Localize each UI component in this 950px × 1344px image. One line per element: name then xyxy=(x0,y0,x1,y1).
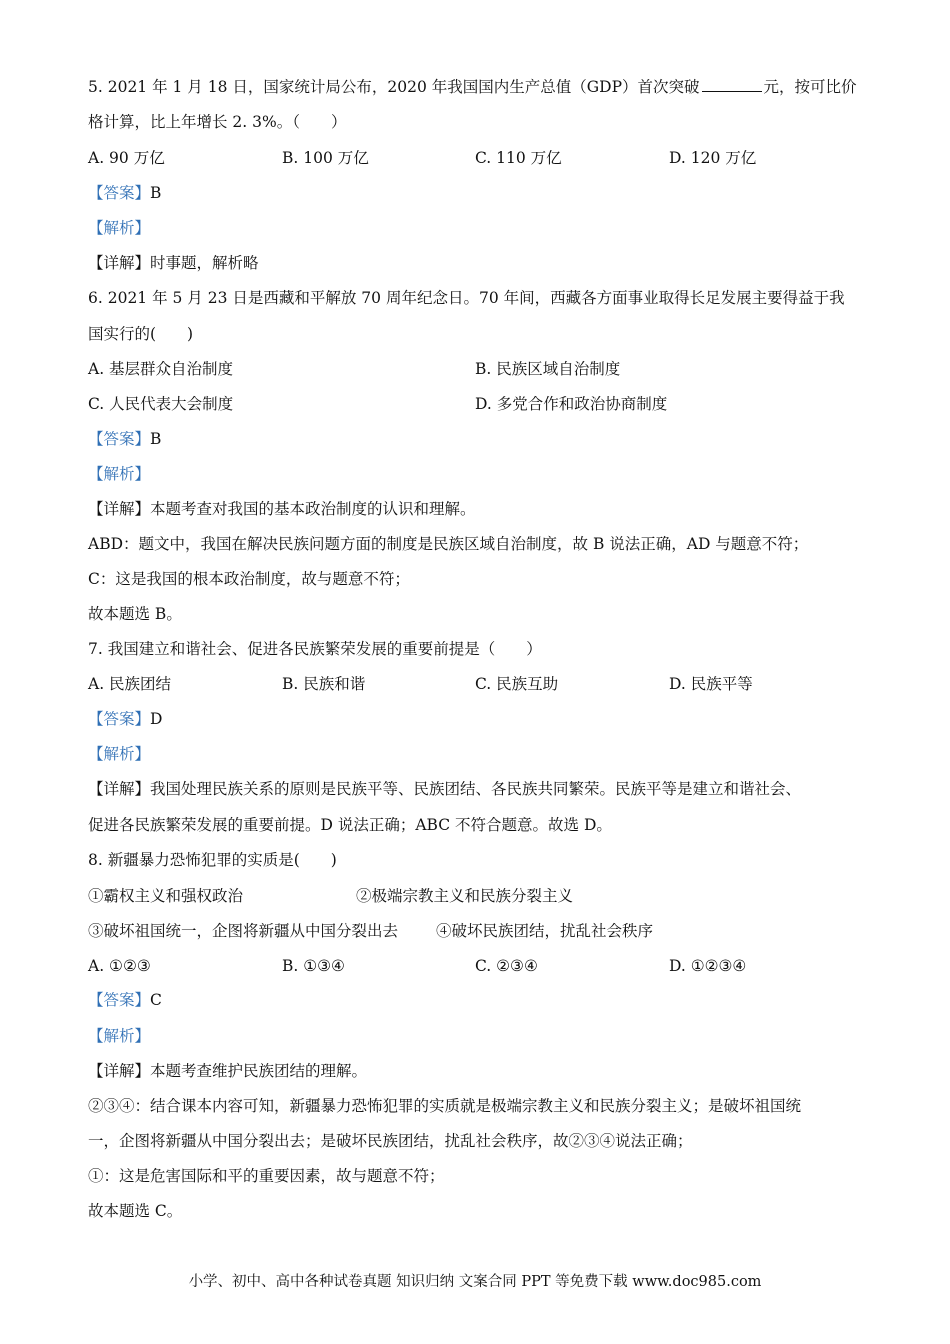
q8-explain2: 一，企图将新疆从中国分裂出去；是破坏民族团结，扰乱社会秩序，故②③④说法正确； xyxy=(88,1132,693,1150)
q5-answer xyxy=(88,183,161,203)
q6-answer xyxy=(88,429,161,449)
q5-analysis xyxy=(88,218,150,238)
q7-answer xyxy=(88,709,162,729)
answer-value: B xyxy=(150,184,162,202)
q8-explain3: ①：这是危害国际和平的重要因素，故与题意不符； xyxy=(88,1167,445,1185)
answer-label: 【答案】 xyxy=(88,710,151,728)
q6-stem-line1: 6. 2021 年 5 月 23 日是西藏和平解放 70 周年纪念日。70 年间，西藏各方面事业取得长足发展主要得益于我 xyxy=(88,289,845,307)
q5-stem-after-blank: 元，按可比价 xyxy=(763,78,857,96)
detail-text: 本题考查维护民族团结的理解。 xyxy=(150,1062,368,1080)
q5-detail xyxy=(88,253,259,273)
q7-analysis xyxy=(88,744,150,764)
detail-label: 【详解】 xyxy=(88,500,151,518)
q7-detail2: 促进各民族繁荣发展的重要前提。D 说法正确；ABC 不符合题意。故选 D。 xyxy=(88,816,612,834)
q8-option-b: B. ①③④ xyxy=(282,957,345,975)
q6-explain2: C：这是我国的根本政治制度，故与题意不符； xyxy=(88,570,410,588)
q7-option-d: D. 民族平等 xyxy=(669,675,753,693)
analysis-label: 【解析】 xyxy=(88,745,151,763)
q8-answer xyxy=(88,990,162,1010)
answer-label: 【答案】 xyxy=(88,991,151,1009)
q8-option-c: C. ②③④ xyxy=(475,957,538,975)
q8-item-4: ④破坏民族团结，扰乱社会秩序 xyxy=(436,922,654,940)
q7-stem: 7. 我国建立和谐社会、促进各民族繁荣发展的重要前提是（ ） xyxy=(88,640,542,658)
q8-analysis xyxy=(88,1026,150,1046)
detail-label: 【详解】 xyxy=(88,1062,151,1080)
q8-option-d: D. ①②③④ xyxy=(669,957,747,975)
q8-item-2: ②极端宗教主义和民族分裂主义 xyxy=(356,887,574,905)
analysis-label: 【解析】 xyxy=(88,219,151,237)
detail-label: 【详解】 xyxy=(88,254,151,272)
q6-detail xyxy=(88,499,476,519)
q8-stem: 8. 新疆暴力恐怖犯罪的实质是( ) xyxy=(88,851,337,869)
q5-stem-line1 xyxy=(88,77,857,97)
q8-explain1: ②③④：结合课本内容可知，新疆暴力恐怖犯罪的实质就是极端宗教主义和民族分裂主义；是破坏祖国统 xyxy=(88,1097,802,1115)
q7-detail xyxy=(88,779,801,799)
answer-value: D xyxy=(150,710,163,728)
q8-detail xyxy=(88,1061,367,1081)
q5-stem-before-blank: 5. 2021 年 1 月 18 日，国家统计局公布，2020 年我国国内生产总值（GDP）首次突破 xyxy=(88,78,700,96)
q5-option-d: D. 120 万亿 xyxy=(669,149,757,167)
q8-explain4: 故本题选 C。 xyxy=(88,1202,183,1220)
q7-option-b: B. 民族和谐 xyxy=(282,675,366,693)
detail-text: 我国处理民族关系的原则是民族平等、民族团结、各民族共同繁荣。民族平等是建立和谐社会、 xyxy=(150,780,802,798)
q5-option-b: B. 100 万亿 xyxy=(282,149,369,167)
analysis-label: 【解析】 xyxy=(88,465,151,483)
detail-text: 本题考查对我国的基本政治制度的认识和理解。 xyxy=(150,500,476,518)
q5-option-a: A. 90 万亿 xyxy=(88,149,165,167)
answer-label: 【答案】 xyxy=(88,184,151,202)
q6-option-a: A. 基层群众自治制度 xyxy=(88,360,234,378)
q8-option-a: A. ①②③ xyxy=(88,957,151,975)
q6-option-d: D. 多党合作和政治协商制度 xyxy=(475,395,668,413)
answer-value: B xyxy=(150,430,162,448)
q5-answer-blank xyxy=(702,77,762,92)
detail-text: 时事题，解析略 xyxy=(150,254,259,272)
analysis-label: 【解析】 xyxy=(88,1027,151,1045)
q6-explain3: 故本题选 B。 xyxy=(88,605,182,623)
q6-stem-line2: 国实行的( ) xyxy=(88,325,194,343)
answer-value: C xyxy=(150,991,162,1009)
q6-option-c: C. 人民代表大会制度 xyxy=(88,395,234,413)
q8-item-1: ①霸权主义和强权政治 xyxy=(88,887,244,905)
answer-label: 【答案】 xyxy=(88,430,151,448)
page-footer: 小学、初中、高中各种试卷真题 知识归纳 文案合同 PPT 等免费下载 www.doc985.com xyxy=(188,1274,762,1290)
q6-option-b: B. 民族区域自治制度 xyxy=(475,360,621,378)
q7-option-c: C. 民族互助 xyxy=(475,675,559,693)
q7-option-a: A. 民族团结 xyxy=(88,675,172,693)
q6-explain1: ABD：题文中，我国在解决民族问题方面的制度是民族区域自治制度，故 B 说法正确，AD 与题意不符； xyxy=(88,535,809,553)
q5-stem-line2: 格计算，比上年增长 2. 3%。（ ） xyxy=(88,113,347,131)
q5-option-c: C. 110 万亿 xyxy=(475,149,562,167)
detail-label: 【详解】 xyxy=(88,780,151,798)
q6-analysis xyxy=(88,464,150,484)
q8-item-3: ③破坏祖国统一，企图将新疆从中国分裂出去 xyxy=(88,922,399,940)
